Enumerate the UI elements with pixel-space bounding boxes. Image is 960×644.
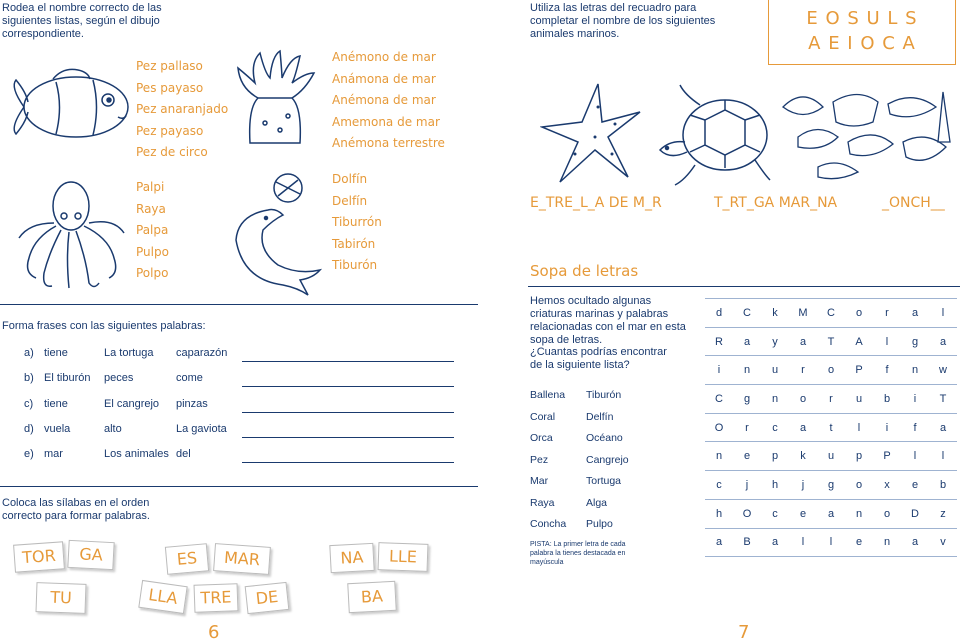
grid-cell[interactable]: a [901, 528, 929, 557]
page-number-left: 6 [208, 622, 220, 643]
shells-drawing [778, 82, 958, 187]
sentence-word: mar [44, 448, 63, 460]
octopus-options [136, 177, 169, 285]
syllable-tile[interactable]: MAR [213, 543, 271, 575]
octopus-option[interactable]: Raya [136, 201, 166, 216]
grid-cell[interactable]: g [733, 385, 761, 414]
word-item: Concha [530, 518, 567, 530]
syllable-tile[interactable]: NA [329, 543, 374, 573]
grid-cell[interactable]: d [705, 299, 733, 328]
syllable-tile[interactable]: GA [67, 540, 114, 570]
sentence-word: caparazón [176, 347, 228, 359]
dolphin-option[interactable]: Dolfín [332, 172, 368, 186]
dolphin-option[interactable]: Tiburón [332, 258, 378, 272]
grid-cell[interactable]: a [761, 528, 789, 557]
grid-cell[interactable]: B [733, 528, 761, 557]
answer-line[interactable] [242, 437, 454, 438]
grid-cell[interactable]: M [789, 299, 817, 328]
grid-cell[interactable]: g [817, 471, 845, 500]
grid-cell[interactable]: a [789, 413, 817, 442]
grid-cell[interactable]: r [733, 413, 761, 442]
grid-cell[interactable]: a [705, 528, 733, 557]
clownfish-drawing [8, 62, 138, 152]
turtle-drawing [655, 80, 775, 190]
word-item: Tortuga [586, 475, 622, 487]
grid-cell[interactable]: A [845, 327, 873, 356]
instruction-order-syllables: Coloca las sílabas en el orden correcto para formar palabras. [2, 497, 150, 522]
grid-row [705, 499, 957, 528]
grid-cell[interactable]: l [845, 413, 873, 442]
grid-row [705, 327, 957, 356]
grid-cell[interactable]: u [817, 442, 845, 471]
grid-cell[interactable]: l [929, 442, 957, 471]
grid-cell[interactable]: j [789, 471, 817, 500]
grid-row [705, 385, 957, 414]
word-item: Raya [530, 496, 555, 509]
word-search-grid [705, 298, 957, 557]
answer-line[interactable] [242, 386, 454, 387]
grid-cell[interactable]: l [929, 299, 957, 328]
octopus-option[interactable]: Palpi [136, 180, 165, 194]
sentence-letter: d) [24, 423, 34, 435]
sentence-row [24, 423, 464, 437]
sopa-question: ¿Cuantas podrías encontrar de la siguiente lista? [530, 346, 667, 371]
word-item: Cangrejo [586, 453, 629, 466]
sentence-word: tiene [44, 347, 68, 359]
grid-cell[interactable]: i [901, 385, 929, 414]
section-divider [0, 304, 478, 305]
pista-note: PISTA: La primer letra de cada palabra la tienes destacada en mayúscula [530, 541, 626, 566]
grid-cell[interactable]: O [705, 413, 733, 442]
dolphin-drawing [228, 170, 323, 300]
grid-cell[interactable]: a [901, 299, 929, 328]
grid-row [705, 442, 957, 471]
word-item: Océano [586, 432, 623, 444]
sentence-word: tiene [44, 398, 68, 410]
sentence-letter: a) [24, 347, 34, 359]
syllable-tile[interactable]: TOR [13, 541, 65, 572]
grid-cell[interactable]: e [733, 442, 761, 471]
grid-cell[interactable]: l [901, 442, 929, 471]
grid-cell[interactable]: o [873, 499, 901, 528]
grid-cell[interactable]: C [705, 385, 733, 414]
grid-cell[interactable]: l [817, 528, 845, 557]
answer-line[interactable] [242, 412, 454, 413]
sentence-word: La tortuga [104, 347, 154, 359]
word-item: Pez [530, 453, 549, 466]
grid-cell[interactable]: a [929, 413, 957, 442]
sentence-word: El tiburón [44, 372, 91, 384]
grid-cell[interactable]: a [817, 499, 845, 528]
grid-cell[interactable]: y [761, 327, 789, 356]
dolphin-options [332, 169, 382, 277]
grid-cell[interactable]: l [789, 528, 817, 557]
sentence-letter: b) [24, 372, 34, 384]
instruction-circle-names: Rodea el nombre correcto de las siguientes listas, según el dibujo correspondiente. [2, 2, 162, 40]
grid-cell[interactable]: k [761, 299, 789, 328]
grid-cell[interactable]: a [733, 327, 761, 356]
octopus-option[interactable]: Polpo [136, 266, 169, 280]
grid-cell[interactable]: n [733, 356, 761, 385]
sentence-row [24, 398, 464, 412]
grid-cell[interactable]: n [761, 385, 789, 414]
fill-word[interactable]: E_TRE_L_A DE M_R [530, 195, 662, 211]
section-divider [528, 286, 960, 287]
grid-cell[interactable]: P [845, 356, 873, 385]
word-list-col2 [586, 385, 629, 536]
grid-cell[interactable]: p [845, 442, 873, 471]
grid-cell[interactable]: r [817, 385, 845, 414]
grid-row [705, 471, 957, 500]
sentence-exercises [24, 347, 464, 477]
fill-word[interactable]: _ONCH__ [882, 195, 945, 211]
grid-cell[interactable]: g [901, 327, 929, 356]
starfish-drawing [540, 82, 645, 187]
sentence-word: La gaviota [176, 423, 227, 435]
word-item: Coral [530, 410, 556, 423]
grid-cell[interactable]: o [789, 385, 817, 414]
grid-cell[interactable]: h [705, 499, 733, 528]
word-list-col1 [530, 385, 566, 536]
grid-row [705, 528, 957, 557]
sopa-title: Sopa de letras [530, 262, 639, 280]
grid-cell[interactable]: T [929, 385, 957, 414]
grid-cell[interactable]: v [929, 528, 957, 557]
section-divider [0, 486, 478, 487]
sentence-word: El cangrejo [104, 398, 160, 410]
grid-cell[interactable]: p [761, 442, 789, 471]
grid-row [705, 413, 957, 442]
instruction-form-sentences: Forma frases con las siguientes palabras: [2, 320, 206, 332]
octopus-option[interactable]: Pulpo [136, 244, 169, 259]
word-item: Delfín [586, 410, 614, 423]
sentence-word: vuela [44, 423, 71, 435]
grid-cell[interactable]: f [901, 413, 929, 442]
syllable-tile[interactable]: ES [165, 543, 209, 575]
sentence-row [24, 448, 464, 462]
grid-cell[interactable]: n [873, 528, 901, 557]
grid-cell[interactable]: D [901, 499, 929, 528]
grid-cell[interactable]: e [901, 471, 929, 500]
fish-options [136, 56, 228, 164]
syllable-tile[interactable]: LLA [138, 580, 187, 614]
grid-cell[interactable]: x [873, 471, 901, 500]
syllable-tile[interactable]: TRE [194, 583, 239, 613]
grid-cell[interactable]: O [733, 499, 761, 528]
answer-line[interactable] [242, 361, 454, 362]
fish-option[interactable]: Pez anaranjado [136, 102, 229, 116]
grid-cell[interactable]: l [873, 327, 901, 356]
anemone-option[interactable]: Anémona terrestre [332, 136, 445, 150]
letter-box-line: E O S U L S [806, 8, 918, 29]
sentence-word: pinzas [176, 398, 208, 410]
letter-box-line: A E I O C A [808, 33, 916, 54]
answer-line[interactable] [242, 462, 454, 463]
grid-cell[interactable]: n [845, 499, 873, 528]
word-item: Tiburón [586, 389, 622, 401]
page-number-right: 7 [738, 622, 750, 643]
anemone-options [332, 47, 445, 155]
sentence-word: del [176, 448, 191, 460]
fish-option[interactable]: Pez pallaso [136, 59, 203, 73]
anemone-option[interactable]: Anémona de mar [332, 93, 436, 107]
sentence-row [24, 372, 464, 386]
syllable-tile[interactable]: DE [245, 582, 290, 614]
grid-cell[interactable]: o [845, 299, 873, 328]
grid-cell[interactable]: r [789, 356, 817, 385]
grid-cell[interactable]: j [733, 471, 761, 500]
syllable-tile[interactable]: TU [35, 582, 86, 614]
octopus-option[interactable]: Palpa [136, 223, 169, 237]
grid-cell[interactable]: b [929, 471, 957, 500]
fill-word[interactable]: T_RT_GA MAR_NA [714, 195, 838, 211]
grid-cell[interactable]: e [845, 528, 873, 557]
grid-cell[interactable]: a [789, 327, 817, 356]
word-item: Mar [530, 475, 549, 487]
dolphin-option[interactable]: Tiburrón [332, 215, 382, 229]
grid-cell[interactable]: o [845, 471, 873, 500]
dolphin-option[interactable]: Delfín [332, 193, 368, 208]
anemone-drawing [230, 48, 320, 148]
grid-cell[interactable]: n [705, 442, 733, 471]
sentence-letter: c) [24, 398, 34, 410]
grid-cell[interactable]: z [929, 499, 957, 528]
grid-cell[interactable]: u [845, 385, 873, 414]
anemone-option[interactable]: Anámona de mar [332, 71, 436, 86]
grid-cell[interactable]: i [873, 413, 901, 442]
sentence-letter: e) [24, 448, 34, 460]
instruction-complete-names: Utiliza las letras del recuadro para completar el nombre de los siguientes animales marinos. [530, 2, 716, 40]
grid-cell[interactable]: C [733, 299, 761, 328]
word-item: Alga [586, 496, 608, 509]
grid-cell[interactable]: c [705, 471, 733, 500]
grid-cell[interactable]: e [789, 499, 817, 528]
sentence-word: alto [104, 423, 122, 435]
syllable-tile[interactable]: LLE [378, 542, 429, 572]
grid-cell[interactable]: w [929, 356, 957, 385]
grid-cell[interactable]: c [761, 499, 789, 528]
grid-cell[interactable]: P [873, 442, 901, 471]
grid-cell[interactable]: r [873, 299, 901, 328]
word-item: Ballena [530, 389, 566, 401]
grid-cell[interactable]: R [705, 327, 733, 356]
grid-cell[interactable]: b [873, 385, 901, 414]
grid-cell[interactable]: k [789, 442, 817, 471]
sentence-row [24, 347, 464, 361]
sopa-description: Hemos ocultado algunas criaturas marinas y palabras relacionadas con el mar en esta sopa de letras. [530, 295, 686, 346]
grid-cell[interactable]: C [817, 299, 845, 328]
fish-option[interactable]: Pez de circo [136, 145, 208, 159]
sentence-word: peces [104, 372, 134, 384]
grid-cell[interactable]: u [761, 356, 789, 385]
grid-cell[interactable]: o [817, 356, 845, 385]
fish-option[interactable]: Pez payaso [136, 123, 204, 138]
grid-cell[interactable]: f [873, 356, 901, 385]
sentence-word: Los animales [104, 448, 169, 460]
grid-row [705, 299, 957, 328]
grid-cell[interactable]: t [817, 413, 845, 442]
grid-cell[interactable]: c [761, 413, 789, 442]
octopus-drawing [14, 178, 129, 293]
grid-cell[interactable]: i [705, 356, 733, 385]
dolphin-option[interactable]: Tabirón [332, 236, 376, 251]
sentence-word: come [176, 372, 203, 384]
syllable-tile[interactable]: BA [347, 581, 397, 613]
anemone-option[interactable]: Anémono de mar [332, 50, 436, 64]
grid-cell[interactable]: T [817, 327, 845, 356]
anemone-option[interactable]: Amemona de mar [332, 114, 440, 129]
grid-cell[interactable]: h [761, 471, 789, 500]
grid-cell[interactable]: a [929, 327, 957, 356]
word-item: Pulpo [586, 518, 613, 530]
grid-cell[interactable]: n [901, 356, 929, 385]
word-item: Orca [530, 432, 553, 444]
fish-option[interactable]: Pes payaso [136, 80, 204, 95]
letter-box [768, 0, 956, 65]
grid-row [705, 356, 957, 385]
